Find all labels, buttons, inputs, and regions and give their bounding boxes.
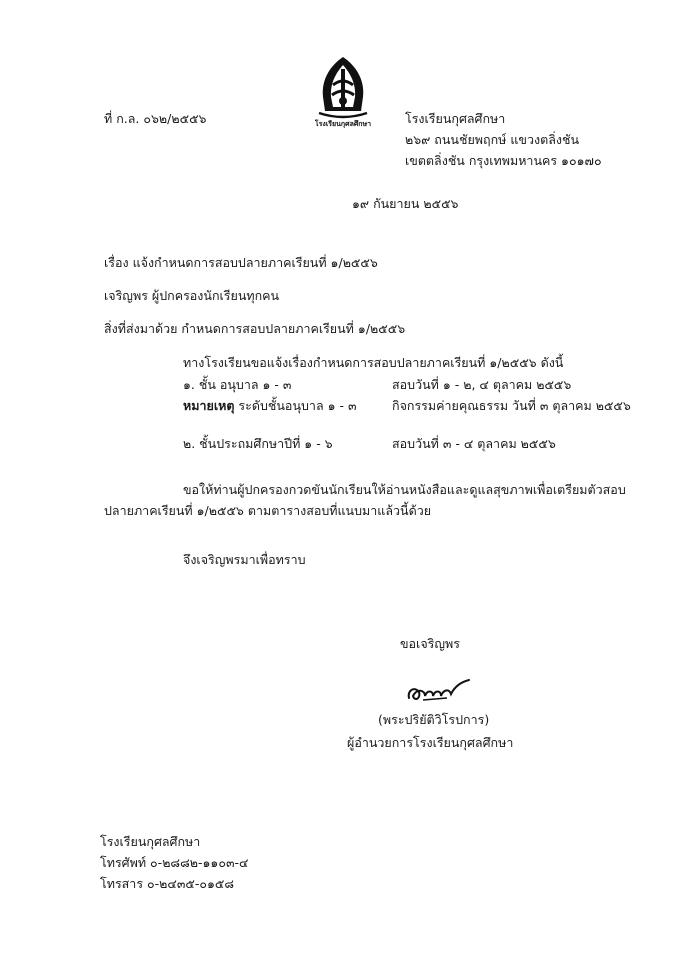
salutation-line: เจริญพร ผู้ปกครองนักเรียนทุกคน	[104, 288, 280, 303]
item-2-dates: สอบวันที่ ๓ - ๔ ตุลาคม ๒๕๕๖	[392, 436, 556, 451]
note-label: หมายเหตุ	[183, 398, 235, 413]
logo-caption: โรงเรียนกุศลศึกษา	[315, 120, 371, 128]
reference-number: ที่ ก.ล. ๐๖๒/๒๕๕๖	[104, 111, 207, 126]
closing-greeting: ขอเจริญพร	[400, 636, 460, 651]
signatory-name: (พระปริยัติวิโรปการ)	[378, 712, 490, 727]
handwritten-signature	[403, 676, 473, 706]
intro-paragraph: ทางโรงเรียนขอแจ้งเรื่องกำหนดการสอบปลายภาคเรียนที่ ๑/๒๕๕๖ ดังนี้	[183, 355, 564, 370]
note-activity: กิจกรรมค่ายคุณธรรม วันที่ ๓ ตุลาคม ๒๕๕๖	[392, 398, 631, 413]
footer-phone: โทรศัพท์ ๐-๒๘๘๒-๑๑๐๓-๔	[100, 855, 249, 870]
closing-statement: จึงเจริญพรมาเพื่อทราบ	[183, 552, 306, 567]
note-line	[183, 398, 357, 414]
enclosure-line: สิ่งที่ส่งมาด้วย กำหนดการสอบปลายภาคเรียนที่ ๑/๒๕๕๖	[104, 321, 406, 336]
item-1-dates: สอบวันที่ ๑ - ๒, ๔ ตุลาคม ๒๕๕๖	[392, 377, 572, 392]
letter-date: ๑๙ กันยายน ๒๕๕๖	[352, 196, 459, 211]
address-line-2: ๒๖๙ ถนนชัยพฤกษ์ แขวงตลิ่งชัน	[405, 132, 579, 147]
address-line-3: เขตตลิ่งชัน กรุงเทพมหานคร ๑๐๑๗๐	[405, 153, 602, 168]
body-paragraph-line-2: ปลายภาคเรียนที่ ๑/๒๕๕๖ ตามตารางสอบที่แนบมาแล้วนี้ด้วย	[104, 503, 432, 518]
school-name: โรงเรียนกุศลศึกษา	[405, 111, 506, 126]
note-level: ระดับชั้นอนุบาล ๑ - ๓	[234, 398, 357, 413]
subject-line: เรื่อง แจ้งกำหนดการสอบปลายภาคเรียนที่ ๑/๒๕๕๖	[104, 255, 378, 270]
item-1-level: ๑. ชั้น อนุบาล ๑ - ๓	[183, 377, 292, 392]
footer-school: โรงเรียนกุศลศึกษา	[100, 834, 201, 849]
signatory-title: ผู้อำนวยการโรงเรียนกุศลศึกษา	[347, 735, 514, 750]
body-paragraph-line-1: ขอให้ท่านผู้ปกครองกวดขันนักเรียนให้อ่านหนังสือและดูแลสุขภาพเพื่อเตรียมตัวสอบ	[183, 482, 626, 497]
footer-fax: โทรสาร ๐-๒๔๓๕-๐๑๕๘	[100, 876, 235, 891]
item-2-level: ๒. ชั้นประถมศึกษาปีที่ ๑ - ๖	[183, 436, 333, 451]
school-logo	[315, 55, 371, 129]
